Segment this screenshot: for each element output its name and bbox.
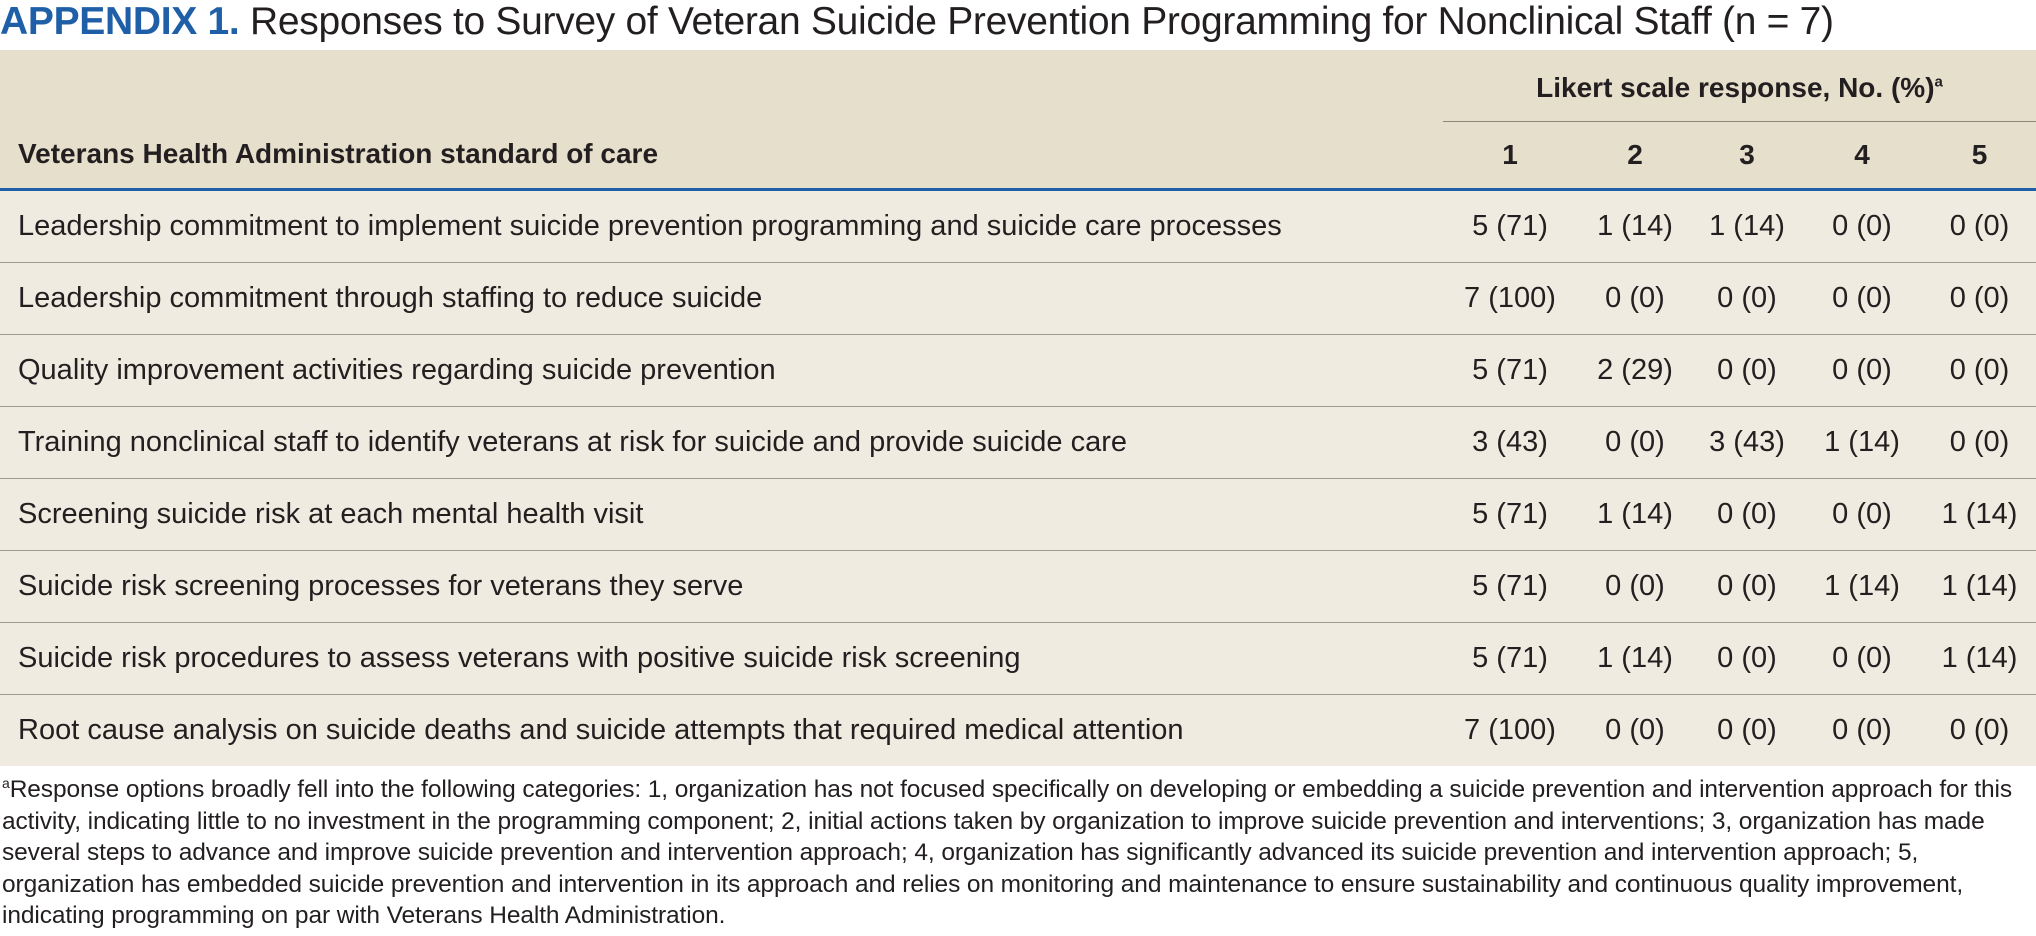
value-cell: 0 (0) (1923, 407, 2036, 479)
value-cell: 0 (0) (1605, 714, 1665, 746)
value-cell: 1 (14) (1923, 551, 2036, 623)
standard-cell: Suicide risk screening processes for veterans they serve (0, 551, 1443, 623)
table-row (0, 695, 2036, 767)
table-row (0, 190, 2036, 263)
value-cell: 5 (71) (1443, 190, 1577, 263)
table-row (0, 479, 2036, 551)
value-cell: 1 (14) (1577, 623, 1693, 695)
value-cell: 0 (0) (1832, 714, 1892, 746)
value-cell: 0 (0) (1577, 407, 1693, 479)
table-row (0, 407, 2036, 479)
value-cell: 0 (0) (1923, 190, 2036, 263)
table-row (0, 263, 2036, 335)
value-cell: 0 (0) (1801, 479, 1923, 551)
value-cell: 3 (43) (1443, 407, 1577, 479)
table-row (0, 335, 2036, 407)
standard-cell: Leadership commitment through staffing to reduce suicide (0, 263, 1443, 335)
value-cell: 1 (14) (1801, 551, 1923, 623)
standard-cell: Suicide risk procedures to assess veterans with positive suicide risk screening (0, 623, 1443, 695)
value-cell: 0 (0) (1693, 263, 1801, 335)
value-cell: 0 (0) (1801, 335, 1923, 407)
value-cell: 1 (14) (1801, 407, 1923, 479)
value-cell: 5 (71) (1443, 479, 1577, 551)
footnote-marker: a (2, 774, 10, 791)
value-cell: 1 (14) (1693, 190, 1801, 263)
scale-header-5: 5 (1923, 122, 2036, 190)
standard-cell: Leadership commitment to implement suicide prevention programming and suicide care processes (0, 190, 1443, 263)
value-cell: 0 (0) (1577, 551, 1693, 623)
likert-header-text: Likert scale response, No. (%) (1536, 72, 1935, 103)
scale-header-2: 2 (1577, 122, 1693, 190)
value-cell: 1 (14) (1577, 479, 1693, 551)
value-cell: 0 (0) (1693, 335, 1801, 407)
likert-footnote-marker: a (1934, 73, 1943, 91)
page-title (0, 0, 2036, 50)
value-cell: 0 (0) (1693, 551, 1801, 623)
likert-header (1443, 50, 2036, 122)
table-row (0, 551, 2036, 623)
table-row (0, 623, 2036, 695)
footnote-text: Response options broadly fell into the following categories: 1, organization has not focused specifically on developing or embedding a suicide prevention and intervention approach for this activity, indicating little to no investment in the programming component; 2, initial actions taken by organization to improve suicide prevention and interventions; 3, organization has made several steps to advance and improve suicide prevention and intervention approach; 4, organization has significantly advanced its suicide prevention and intervention approach; 5, organization has embedded suicide prevention and intervention in its approach and relies on monitoring and maintenance to ensure sustainability and continuous quality improvement, indicating programming on par with Veterans Health Administration. (2, 776, 2013, 929)
title-text: Responses to Survey of Veteran Suicide Prevention Programming for Nonclinical Staff (n = 7) (250, 0, 1834, 43)
standard-cell: Quality improvement activities regarding suicide prevention (0, 335, 1443, 407)
value-cell: 1 (14) (1923, 623, 2036, 695)
value-cell: 1 (14) (1577, 190, 1693, 263)
value-cell: 0 (0) (1923, 335, 2036, 407)
value-cell: 0 (0) (1801, 190, 1923, 263)
scale-header-1: 1 (1443, 122, 1577, 190)
appendix-label: APPENDIX 1. (0, 0, 240, 43)
standard-of-care-header: Veterans Health Administration standard of care (0, 50, 1443, 190)
header-row-top (0, 50, 2036, 122)
value-cell: 0 (0) (1717, 714, 1777, 746)
standard-cell: Training nonclinical staff to identify veterans at risk for suicide and provide suicide care (0, 407, 1443, 479)
survey-table (0, 50, 2036, 766)
value-cell: 7 (100) (1443, 263, 1577, 335)
standard-cell: Root cause analysis on suicide deaths and suicide attempts that required medical attention (18, 714, 1184, 746)
value-cell: 1 (14) (1923, 479, 2036, 551)
value-cell: 3 (43) (1693, 407, 1801, 479)
value-cell: 0 (0) (1923, 263, 2036, 335)
scale-header-3: 3 (1693, 122, 1801, 190)
value-cell: 0 (0) (1693, 479, 1801, 551)
table-footnote (0, 766, 2036, 932)
value-cell: 5 (71) (1443, 551, 1577, 623)
value-cell: 0 (0) (1949, 714, 2010, 746)
value-cell: 5 (71) (1443, 623, 1577, 695)
value-cell: 0 (0) (1693, 623, 1801, 695)
value-cell: 0 (0) (1801, 623, 1923, 695)
value-cell: 0 (0) (1577, 263, 1693, 335)
scale-header-4: 4 (1801, 122, 1923, 190)
value-cell: 7 (100) (1464, 714, 1556, 746)
value-cell: 0 (0) (1801, 263, 1923, 335)
standard-cell: Screening suicide risk at each mental health visit (0, 479, 1443, 551)
value-cell: 2 (29) (1577, 335, 1693, 407)
value-cell: 5 (71) (1443, 335, 1577, 407)
